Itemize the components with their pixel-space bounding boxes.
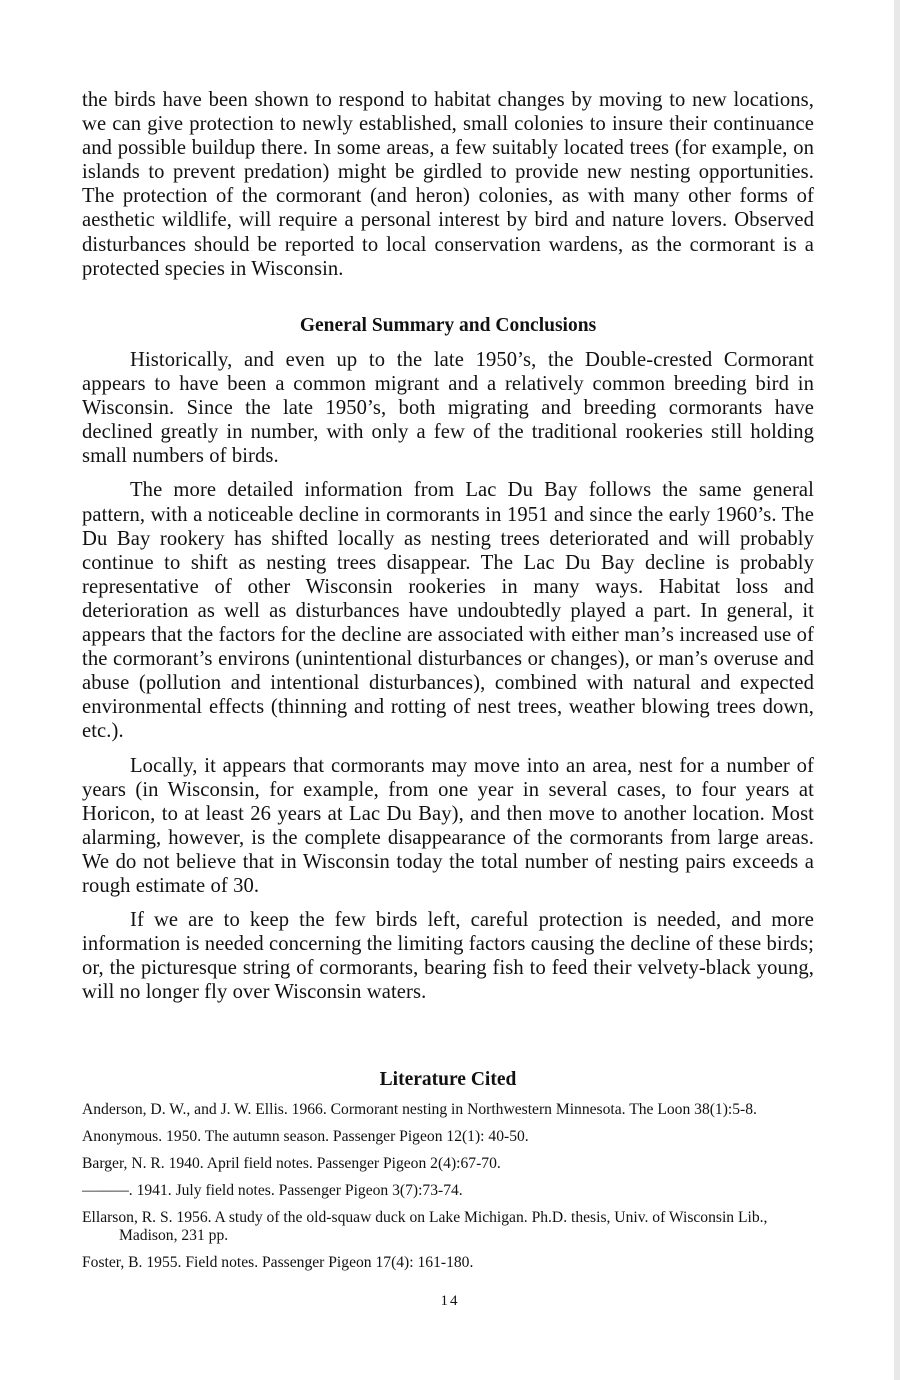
section-heading-literature: Literature Cited <box>379 1069 517 1090</box>
reference-list <box>82 1101 816 1281</box>
reference-item: Ellarson, R. S. 1956. A study of the old-squaw duck on Lake Michigan. Ph.D. thesis, Univ. of Wisconsin Lib., Madison, 231 pp. <box>82 1209 768 1244</box>
summary-paragraph: The more detailed information from Lac Du Bay follows the same general pattern, with a noticeable decline in cormorants in 1951 and since the early 1960’s. The Du Bay rookery has shifted locally as nesting trees deteriorated and will probably continue to shift as nesting trees disappear. The Lac Du Bay decline is probably representative of other Wisconsin rookeries in many ways. Habitat loss and deterioration as well as disturbances have undoubtedly played a part. In general, it appears that the factors for the decline are associated with either man’s increased use of the cormorant’s environs (unintentional disturbances or changes), or man’s overuse and abuse (pollution and intentional disturbances), combined with natural and expected environmental effects (thinning and rotting of nest trees, weather blowing trees down, etc.). <box>82 479 814 743</box>
reference-item: Anonymous. 1950. The autumn season. Passenger Pigeon 12(1): 40-50. <box>82 1128 529 1145</box>
reference-item: ———. 1941. July field notes. Passenger Pigeon 3(7):73-74. <box>82 1182 463 1199</box>
section-heading-summary: General Summary and Conclusions <box>299 315 597 336</box>
opening-paragraph: the birds have been shown to respond to habitat changes by moving to new locations, we can give protection to newly established, small colonies to insure their continuance and possible buildup there. In some areas, a few suitably located trees (for example, on islands to prevent predation) might be girdled to provide new nesting opportunities. The protection of the cormorant (and heron) colonies, as with many other forms of aesthetic wildlife, will require a personal interest by bird and nature lovers. Observed disturbances should be reported to local conservation wardens, as the cormorant is a protected species in Wisconsin. <box>82 89 814 280</box>
summary-paragraph: Locally, it appears that cormorants may move into an area, nest for a number of years (in Wisconsin, for example, from one year in several cases, to four years at Horicon, to at least 26 years at Lac Du Bay), and then move to another location. Most alarming, however, is the complete disappearance of the cormorants from large areas. We do not believe that in Wisconsin today the total number of nesting pairs exceeds a rough estimate of 30. <box>82 754 814 897</box>
reference-item: Anderson, D. W., and J. W. Ellis. 1966. Cormorant nesting in Northwestern Minnesota. The Loon 38(1):5-8. <box>82 1101 757 1118</box>
reference-item: Barger, N. R. 1940. April field notes. Passenger Pigeon 2(4):67-70. <box>82 1155 501 1172</box>
summary-section <box>82 348 814 1004</box>
summary-paragraph: If we are to keep the few birds left, careful protection is needed, and more information is needed concerning the limiting factors causing the decline of these birds; or, the picturesque string of cormorants, bearing fish to feed their velvety-black young, will no longer fly over Wisconsin waters. <box>82 909 814 1004</box>
reference-item: Foster, B. 1955. Field notes. Passenger Pigeon 17(4): 161-180. <box>82 1254 474 1271</box>
summary-paragraph: Historically, and even up to the late 1950’s, the Double-crested Cormorant appears to have been a common migrant and a relatively common breeding bird in Wisconsin. Since the late 1950’s, both migrating and breeding cormorants have declined greatly in number, with only a few of the traditional rookeries still holding small numbers of birds. <box>82 349 814 468</box>
page-edge-shadow <box>894 0 900 1380</box>
page-number: 14 <box>440 1293 460 1309</box>
opening-paragraph-block <box>82 88 814 281</box>
